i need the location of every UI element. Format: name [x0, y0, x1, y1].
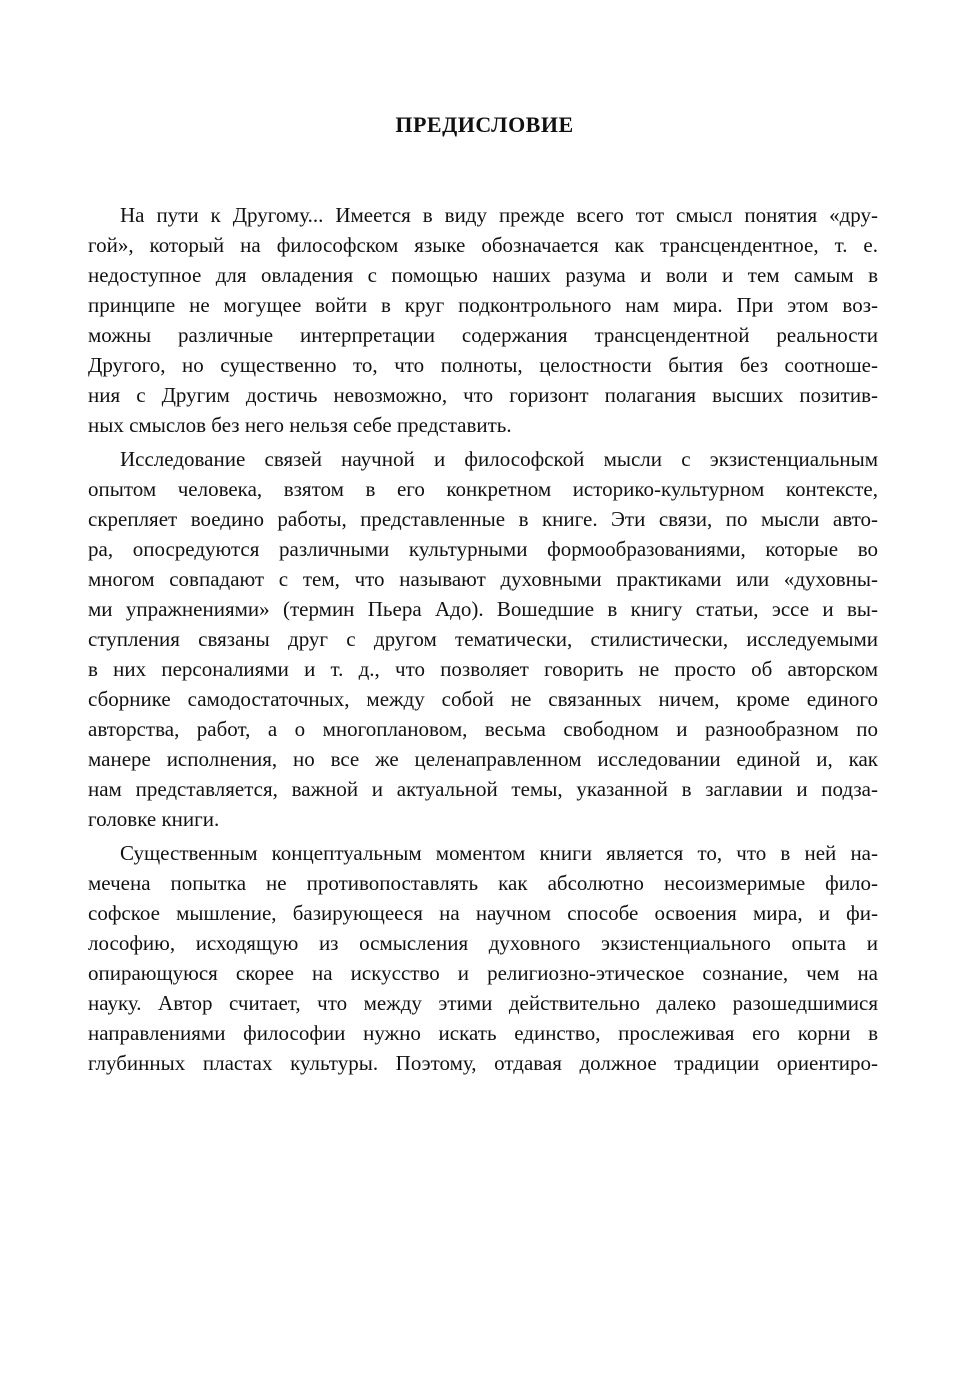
text-line: принципе не могущее войти в круг подконтрольного нам мира. При этом воз-: [88, 293, 878, 317]
text-line: головке книги.: [88, 807, 220, 831]
text-line: ступления связаны друг с другом тематически, стилистически, исследуемыми: [88, 627, 878, 651]
text-line: гой», который на философском языке обозначается как трансцендентное, т. е.: [88, 233, 878, 257]
text-line: направлениями философии нужно искать единство, прослеживая его корни в: [88, 1021, 878, 1045]
text-line: глубинных пластах культуры. Поэтому, отдавая должное традиции ориентиро-: [88, 1051, 878, 1075]
paragraph-1: [88, 200, 878, 440]
text-line: нам представляется, важной и актуальной темы, указанной в заглавии и подза-: [88, 777, 878, 801]
text-line: в них персоналиями и т. д., что позволяет говорить не просто об авторском: [88, 657, 878, 681]
text-line: лософию, исходящую из осмысления духовного экзистенциального опыта и: [88, 931, 878, 955]
text-line: мечена попытка не противопоставлять как абсолютно несоизмеримые фило-: [88, 871, 878, 895]
text-line: ра, опосредуются различными культурными формообразованиями, которые во: [88, 537, 878, 561]
text-line: недоступное для овладения с помощью наших разума и воли и тем самым в: [88, 263, 878, 287]
text-line: ных смыслов без него нельзя себе представить.: [88, 413, 512, 437]
text-line: авторства, работ, а о многоплановом, весьма свободном и разнообразном по: [88, 717, 878, 741]
text-line: сборнике самодостаточных, между собой не связанных ничем, кроме единого: [88, 687, 878, 711]
text-line: можны различные интерпретации содержания трансцендентной реальности: [88, 323, 878, 347]
text-line: Другого, но существенно то, что полноты, целостности бытия без соотноше-: [88, 353, 878, 377]
text-line: опирающуюся скорее на искусство и религиозно-этическое сознание, чем на: [88, 961, 878, 985]
text-line: Исследование связей научной и философской мысли с экзистенциальным: [120, 447, 878, 471]
text-line: софское мышление, базирующееся на научном способе освоения мира, и фи-: [88, 901, 878, 925]
paragraph-2: [88, 444, 878, 834]
text-line: опытом человека, взятом в его конкретном историко-культурном контексте,: [88, 477, 878, 501]
page-title: ПРЕДИСЛОВИЕ: [395, 112, 574, 137]
text-line: науку. Автор считает, что между этими действительно далеко разошедшимися: [88, 991, 878, 1015]
paragraph-3: [88, 838, 878, 1078]
text-line: ния с Другим достичь невозможно, что горизонт полагания высших позитив-: [88, 383, 878, 407]
text-line: Существенным концептуальным моментом книги является то, что в ней на-: [120, 841, 878, 865]
text-line: многом совпадают с тем, что называют духовными практиками или «духовны-: [88, 567, 878, 591]
text-line: На пути к Другому... Имеется в виду прежде всего тот смысл понятия «дру-: [120, 203, 878, 227]
text-line: ми упражнениями» (термин Пьера Адо). Вошедшие в книгу статьи, эссе и вы-: [88, 597, 878, 621]
body-text: [88, 200, 878, 1078]
text-line: скрепляет воедино работы, представленные в книге. Эти связи, по мысли авто-: [88, 507, 878, 531]
text-line: манере исполнения, но все же целенаправленном исследовании единой и, как: [88, 747, 878, 771]
